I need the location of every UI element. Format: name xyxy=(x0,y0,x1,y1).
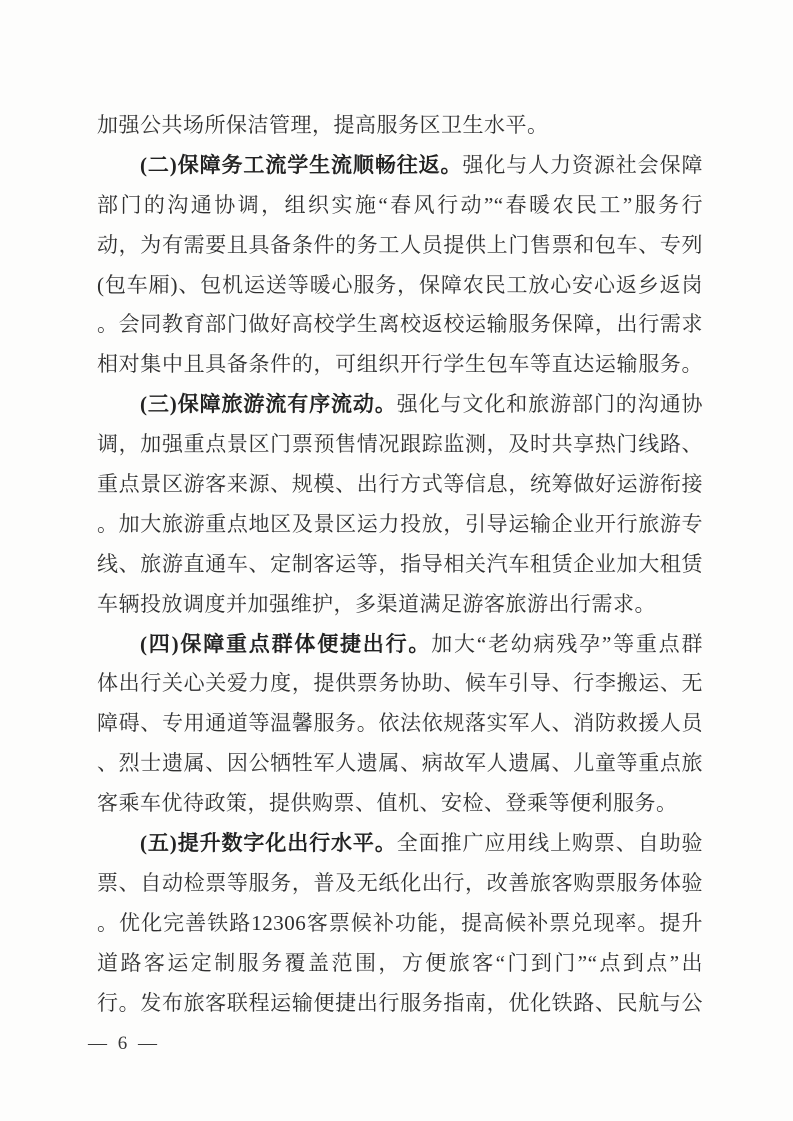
line-text: 。加大旅游重点地区及景区运力投放，引导运输企业开行旅游专 xyxy=(97,511,703,536)
text-line xyxy=(97,385,703,425)
text-line xyxy=(97,186,703,226)
line-text: 道路客运定制服务覆盖范围，方便旅客“门到门”“点到点”出 xyxy=(97,950,703,975)
line-text: 客乘车优待政策，提供购票、值机、安检、登乘等便利服务。 xyxy=(97,791,678,816)
paragraph-heading: (五)提升数字化出行水平。 xyxy=(140,831,397,856)
line-text: 强化与文化和旅游部门的沟通协 xyxy=(396,392,703,417)
line-text: 线、旅游直通车、定制客运等，指导相关汽车租赁企业加大租赁 xyxy=(97,551,703,576)
text-line xyxy=(97,266,703,306)
document-body xyxy=(97,106,703,1023)
paragraph-heading: (四)保障重点群体便捷出行。 xyxy=(140,631,432,656)
line-text: (包车厢)、包机运送等暖心服务，保障农民工放心安心返乡返岗 xyxy=(97,272,703,297)
line-text: 重点景区游客来源、规模、出行方式等信息，统筹做好运游衔接 xyxy=(97,472,703,497)
text-line xyxy=(97,824,703,864)
line-text: 。会同教育部门做好高校学生离校返校运输服务保障，出行需求 xyxy=(97,312,703,337)
text-line xyxy=(97,904,703,944)
line-text: 车辆投放调度并加强维护，多渠道满足游客旅游出行需求。 xyxy=(97,591,656,616)
line-text: 票、自动检票等服务，普及无纸化出行，改善旅客购票服务体验 xyxy=(97,870,703,895)
text-line xyxy=(97,744,703,784)
text-line xyxy=(97,625,703,665)
line-text: 相对集中且具备条件的，可组织开行学生包车等直达运输服务。 xyxy=(97,352,703,377)
text-line xyxy=(97,425,703,465)
text-line xyxy=(97,345,703,385)
line-text: 强化与人力资源社会保障 xyxy=(462,152,703,177)
text-line xyxy=(97,944,703,984)
line-text: 障碍、专用通道等温馨服务。依法依规落实军人、消防救援人员 xyxy=(97,711,703,736)
line-text: 行。发布旅客联程运输便捷出行服务指南，优化铁路、民航与公 xyxy=(97,990,703,1015)
text-line xyxy=(97,585,703,625)
text-line xyxy=(97,146,703,186)
paragraph-heading: (二)保障务工流学生流顺畅往返。 xyxy=(140,152,463,177)
page-number: — 6 — xyxy=(88,1033,160,1054)
text-line xyxy=(97,984,703,1024)
text-line xyxy=(97,545,703,585)
line-text: 全面推广应用线上购票、自助验 xyxy=(396,831,703,856)
text-line xyxy=(97,704,703,744)
text-line xyxy=(97,465,703,505)
text-line xyxy=(97,664,703,704)
paragraph-heading: (三)保障旅游流有序流动。 xyxy=(140,392,397,417)
line-text: 加大“老幼病残孕”等重点群 xyxy=(431,631,703,656)
text-line xyxy=(97,784,703,824)
text-line xyxy=(97,305,703,345)
line-text: 体出行关心关爱力度，提供票务协助、候车引导、行李搬运、无 xyxy=(97,671,703,696)
text-line xyxy=(97,106,703,146)
text-line xyxy=(97,864,703,904)
line-text: 加强公共场所保洁管理，提高服务区卫生水平。 xyxy=(97,113,549,137)
text-line xyxy=(97,505,703,545)
line-text: 部门的沟通协调，组织实施“春风行动”“春暖农民工”服务行 xyxy=(97,192,703,217)
line-text: 动，为有需要且具备条件的务工人员提供上门售票和包车、专列 xyxy=(97,232,703,257)
line-text: 。优化完善铁路12306客票候补功能，提高候补票兑现率。提升 xyxy=(97,910,703,935)
line-text: 调，加强重点景区门票预售情况跟踪监测，及时共享热门线路、 xyxy=(97,432,703,457)
text-line xyxy=(97,226,703,266)
line-text: 、烈士遗属、因公牺牲军人遗属、病故军人遗属、儿童等重点旅 xyxy=(97,751,703,776)
